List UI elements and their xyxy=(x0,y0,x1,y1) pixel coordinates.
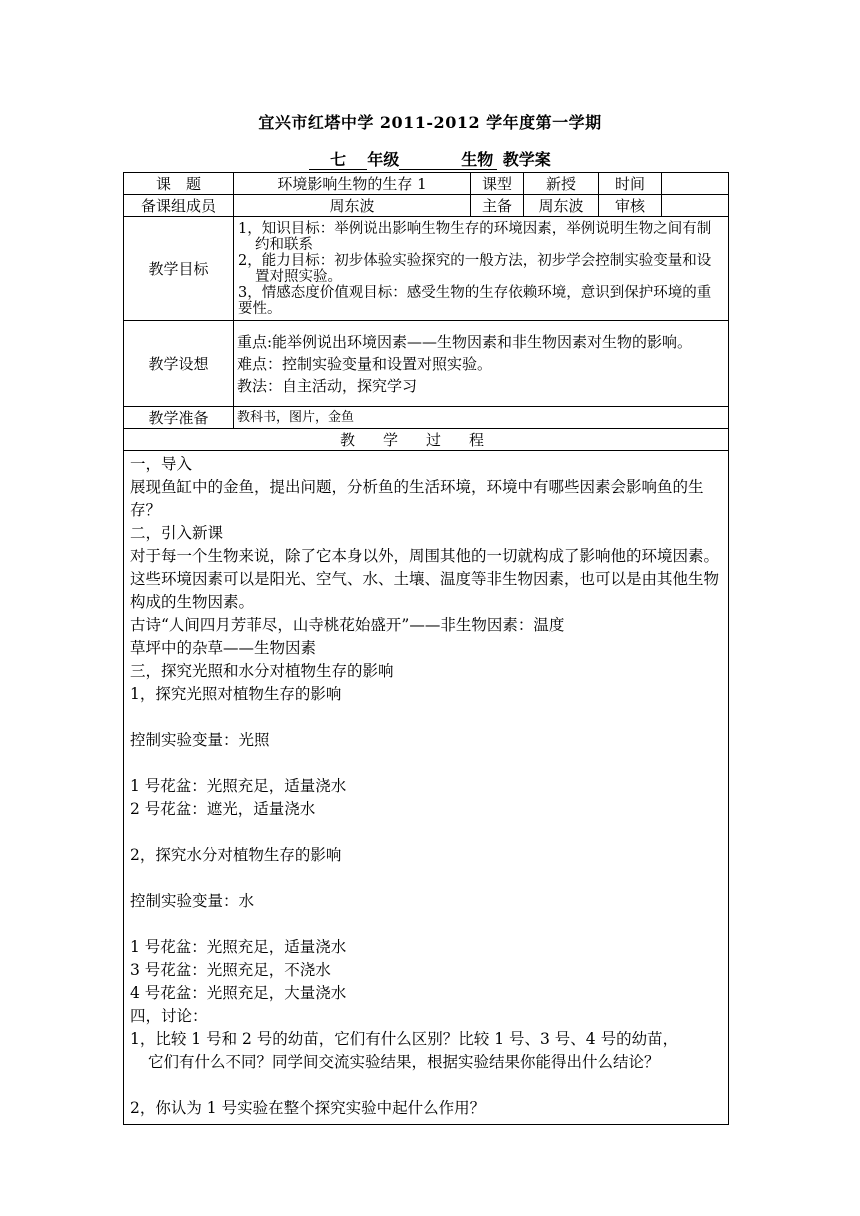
review-label: 审核 xyxy=(599,195,662,217)
design-line: 难点：控制实验变量和设置对照实验。 xyxy=(237,354,493,373)
process-line: 草坪中的杂草——生物因素 xyxy=(130,639,317,657)
process-content xyxy=(124,451,729,1125)
process-line: 3 号花盆：光照充足，不浇水 xyxy=(130,961,331,979)
grade-value: 七 xyxy=(309,151,367,170)
process-line: 四，讨论： xyxy=(130,1007,208,1025)
members-label: 备课组成员 xyxy=(124,195,234,217)
process-line: 2，探究水分对植物生存的影响 xyxy=(130,846,342,864)
process-line: 三，探究光照和水分对植物生存的影响 xyxy=(130,662,394,680)
topic-row xyxy=(124,173,729,195)
objectives-label: 教学目标 xyxy=(124,217,234,321)
process-line: 对于每一个生物来说，除了它本身以外，周围其他的一切就构成了影响他的环境因素。这些环境因素可以是阳光、空气、水、土壤、温度等非生物因素，也可以是由其他生物构成的生物因素。 xyxy=(130,547,720,611)
process-line xyxy=(130,867,722,890)
process-line: 展现鱼缸中的金鱼，提出问题，分析鱼的生活环境，环境中有哪些因素会影响鱼的生存？ xyxy=(130,478,704,519)
design-line: 教法：自主活动，探究学习 xyxy=(237,376,418,395)
lesson-type-value: 新授 xyxy=(524,173,599,195)
lesson-plan-table xyxy=(123,172,729,1125)
process-line: 2 号花盆：遮光，适量浇水 xyxy=(130,800,316,818)
process-line: 1 号花盆：光照充足，适量浇水 xyxy=(130,938,347,956)
process-line: 1，比较 1 号和 2 号的幼苗，它们有什么区别？比较 1 号、3 号、4 号的幼苗， xyxy=(130,1030,679,1048)
process-line: 它们有什么不同？同学间交流实验结果，根据实验结果你能得出什么结论？ xyxy=(148,1053,660,1071)
process-line xyxy=(130,752,722,775)
process-line: 控制实验变量：水 xyxy=(130,892,255,910)
design-content xyxy=(234,321,729,407)
process-line: 2，你认为 1 号实验在整个探究实验中起什么作用？ xyxy=(130,1099,486,1117)
process-line xyxy=(130,1074,722,1097)
lead-label: 主备 xyxy=(471,195,524,217)
objective-item: 1，知识目标：举例说出影响生物生存的环境因素，举例说明生物之间有制约和联系 xyxy=(238,220,712,253)
lesson-type-label: 课型 xyxy=(471,173,524,195)
prep-row xyxy=(124,407,729,429)
grade-suffix: 年级 xyxy=(367,150,400,169)
grade-subject-title xyxy=(0,147,860,170)
doc-type: 教学案 xyxy=(502,150,551,169)
process-line: 古诗“人间四月芳菲尽，山寺桃花始盛开”——非生物因素：温度 xyxy=(130,616,565,634)
process-line: 1，探究光照对植物生存的影响 xyxy=(130,685,342,703)
members-row xyxy=(124,195,729,217)
process-line: 1 号花盆：光照充足，适量浇水 xyxy=(130,777,347,795)
design-label: 教学设想 xyxy=(124,321,234,407)
process-line: 4 号花盆：光照充足，大量浇水 xyxy=(130,984,347,1002)
prep-label: 教学准备 xyxy=(124,407,234,429)
topic-value: 环境影响生物的生存 1 xyxy=(234,173,471,195)
members-value: 周东波 xyxy=(234,195,471,217)
process-heading: 教学过程 xyxy=(124,429,729,451)
process-line: 控制实验变量：光照 xyxy=(130,731,270,749)
lead-value: 周东波 xyxy=(524,195,599,217)
process-row xyxy=(124,451,729,1125)
design-line: 重点:能举例说出环境因素——生物因素和非生物因素对生物的影响。 xyxy=(237,332,693,351)
objective-item: 3，情感态度价值观目标：感受生物的生存依赖环境，意识到保护环境的重要性。 xyxy=(238,284,712,317)
time-value xyxy=(662,173,729,195)
objective-item: 2，能力目标：初步体验实验探究的一般方法，初步学会控制实验变量和设置对照实验。 xyxy=(238,252,712,285)
school-term-title: 宜兴市红塔中学 2011-2012 学年度第一学期 xyxy=(258,113,602,132)
process-line: 二，引入新课 xyxy=(130,524,224,542)
prep-value: 教科书，图片，金鱼 xyxy=(234,407,729,429)
design-row xyxy=(124,321,729,407)
objectives-row xyxy=(124,217,729,321)
process-line: 一，导入 xyxy=(130,455,193,473)
objectives-content xyxy=(234,217,729,321)
process-line xyxy=(130,913,722,936)
process-line xyxy=(130,706,722,729)
subject-value: 生物 xyxy=(399,151,497,170)
topic-label: 课 题 xyxy=(124,173,234,195)
time-label: 时间 xyxy=(599,173,662,195)
process-line xyxy=(130,821,722,844)
process-heading-row xyxy=(124,429,729,451)
review-value xyxy=(662,195,729,217)
